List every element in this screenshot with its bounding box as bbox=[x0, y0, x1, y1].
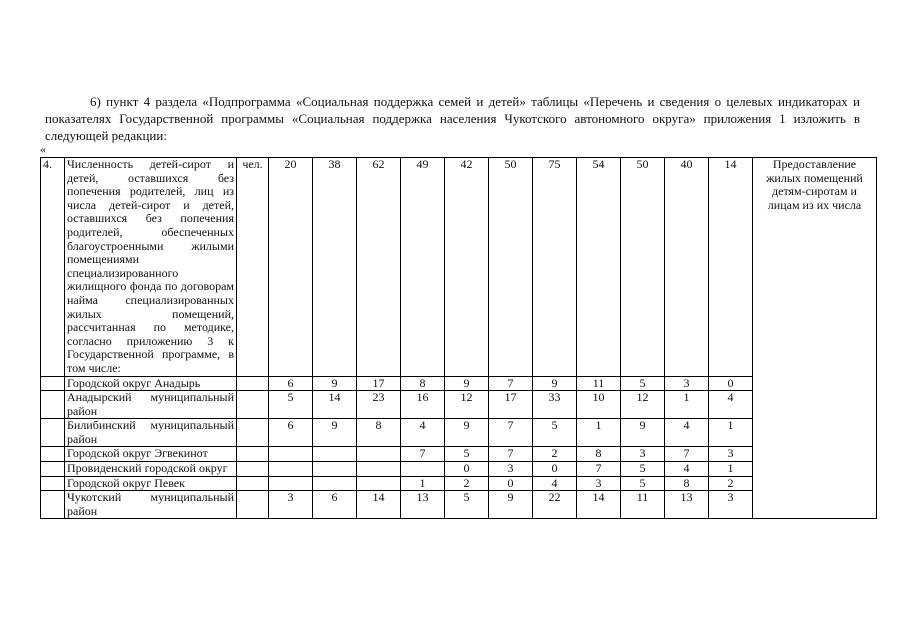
value-cell: 2 bbox=[445, 476, 489, 491]
intro-paragraph: 6) пункт 4 раздела «Подпрограмма «Социальная поддержка семей и детей» таблицы «Перечень и сведения о целевых индикаторах и показателях Государственной программы «Социальная поддержка населения Чукотского автономного округа» приложения 1 изложить в следующей редакции: bbox=[45, 94, 860, 143]
value-cell: 5 bbox=[445, 447, 489, 462]
value-cell: 6 bbox=[269, 376, 313, 391]
value-cell: 38 bbox=[313, 158, 357, 377]
value-cell bbox=[269, 462, 313, 477]
value-cell: 0 bbox=[489, 476, 533, 491]
value-cell: 42 bbox=[445, 158, 489, 377]
value-cell: 1 bbox=[709, 462, 753, 477]
value-cell: 3 bbox=[489, 462, 533, 477]
value-cell bbox=[357, 476, 401, 491]
value-cell: 7 bbox=[665, 447, 709, 462]
value-cell: 9 bbox=[313, 419, 357, 447]
value-cell: 50 bbox=[621, 158, 665, 377]
unit-cell: чел. bbox=[237, 158, 269, 377]
value-cell: 5 bbox=[621, 462, 665, 477]
value-cell: 8 bbox=[577, 447, 621, 462]
value-cell: 22 bbox=[533, 491, 577, 519]
value-cell: 6 bbox=[313, 491, 357, 519]
value-cell: 9 bbox=[445, 419, 489, 447]
value-cell: 0 bbox=[709, 376, 753, 391]
value-cell: 8 bbox=[665, 476, 709, 491]
value-cell: 16 bbox=[401, 391, 445, 419]
value-cell: 7 bbox=[577, 462, 621, 477]
value-cell: 5 bbox=[533, 419, 577, 447]
value-cell bbox=[357, 462, 401, 477]
indicators-table bbox=[40, 157, 877, 519]
value-cell: 7 bbox=[489, 419, 533, 447]
unit-empty bbox=[237, 462, 269, 477]
value-cell: 3 bbox=[269, 491, 313, 519]
value-cell: 1 bbox=[665, 391, 709, 419]
unit-empty bbox=[237, 491, 269, 519]
district-name: Билибинский муниципальный район bbox=[65, 419, 237, 447]
table-row bbox=[41, 491, 877, 519]
value-cell: 8 bbox=[401, 376, 445, 391]
row-index-empty bbox=[41, 447, 65, 462]
district-name: Городской округ Эгвекинот bbox=[65, 447, 237, 462]
value-cell: 2 bbox=[533, 447, 577, 462]
value-cell bbox=[313, 462, 357, 477]
value-cell: 9 bbox=[621, 419, 665, 447]
value-cell bbox=[313, 447, 357, 462]
table-row bbox=[41, 447, 877, 462]
value-cell: 4 bbox=[533, 476, 577, 491]
value-cell: 6 bbox=[269, 419, 313, 447]
district-name: Анадырский муниципальный район bbox=[65, 391, 237, 419]
table-row bbox=[41, 419, 877, 447]
value-cell: 5 bbox=[621, 376, 665, 391]
value-cell: 5 bbox=[269, 391, 313, 419]
value-cell: 49 bbox=[401, 158, 445, 377]
value-cell: 11 bbox=[621, 491, 665, 519]
value-cell: 14 bbox=[313, 391, 357, 419]
value-cell: 23 bbox=[357, 391, 401, 419]
value-cell: 1 bbox=[401, 476, 445, 491]
value-cell: 4 bbox=[665, 462, 709, 477]
row-index: 4. bbox=[41, 158, 65, 377]
value-cell bbox=[269, 476, 313, 491]
value-cell: 9 bbox=[489, 491, 533, 519]
value-cell: 12 bbox=[621, 391, 665, 419]
value-cell: 8 bbox=[357, 419, 401, 447]
row-index-empty bbox=[41, 419, 65, 447]
measure-note: Предоставление жилых помещений детям-сиротам и лицам из их числа bbox=[753, 158, 877, 519]
value-cell: 7 bbox=[401, 447, 445, 462]
value-cell: 12 bbox=[445, 391, 489, 419]
value-cell: 5 bbox=[621, 476, 665, 491]
value-cell: 10 bbox=[577, 391, 621, 419]
value-cell: 17 bbox=[357, 376, 401, 391]
unit-empty bbox=[237, 391, 269, 419]
row-index-empty bbox=[41, 491, 65, 519]
district-name: Городской округ Певек bbox=[65, 476, 237, 491]
value-cell: 40 bbox=[665, 158, 709, 377]
indicator-name: Численность детей-сирот и детей, оставшихся без попечения родителей, лиц из числа детей-сирот и детей, оставшихся без попечения родителей, обеспеченных благоустроенными жилыми помещениями специализированного жилищного фонда по договорам найма специализированных жилых помещений, рассчитанная по методике, согласно приложению 3 к Государственной программе, в том числе: bbox=[65, 158, 237, 377]
value-cell: 9 bbox=[313, 376, 357, 391]
value-cell: 1 bbox=[577, 419, 621, 447]
value-cell: 5 bbox=[445, 491, 489, 519]
value-cell: 3 bbox=[621, 447, 665, 462]
value-cell: 62 bbox=[357, 158, 401, 377]
table-row bbox=[41, 462, 877, 477]
district-name: Чукотский муниципальный район bbox=[65, 491, 237, 519]
value-cell: 14 bbox=[709, 158, 753, 377]
value-cell: 4 bbox=[665, 419, 709, 447]
value-cell: 50 bbox=[489, 158, 533, 377]
value-cell: 14 bbox=[357, 491, 401, 519]
value-cell bbox=[269, 447, 313, 462]
table-row bbox=[41, 391, 877, 419]
value-cell: 13 bbox=[401, 491, 445, 519]
table-row bbox=[41, 376, 877, 391]
value-cell: 33 bbox=[533, 391, 577, 419]
district-name: Городской округ Анадырь bbox=[65, 376, 237, 391]
value-cell bbox=[357, 447, 401, 462]
value-cell: 13 bbox=[665, 491, 709, 519]
value-cell: 54 bbox=[577, 158, 621, 377]
value-cell: 14 bbox=[577, 491, 621, 519]
row-index-empty bbox=[41, 376, 65, 391]
unit-empty bbox=[237, 447, 269, 462]
value-cell: 3 bbox=[709, 447, 753, 462]
value-cell: 0 bbox=[445, 462, 489, 477]
value-cell: 2 bbox=[709, 476, 753, 491]
row-index-empty bbox=[41, 476, 65, 491]
unit-empty bbox=[237, 376, 269, 391]
value-cell: 4 bbox=[401, 419, 445, 447]
value-cell: 11 bbox=[577, 376, 621, 391]
value-cell: 4 bbox=[709, 391, 753, 419]
value-cell: 3 bbox=[665, 376, 709, 391]
value-cell: 0 bbox=[533, 462, 577, 477]
value-cell: 17 bbox=[489, 391, 533, 419]
table-row-main bbox=[41, 158, 877, 377]
unit-empty bbox=[237, 419, 269, 447]
value-cell: 7 bbox=[489, 447, 533, 462]
table-row bbox=[41, 476, 877, 491]
value-cell: 75 bbox=[533, 158, 577, 377]
opening-quote-mark: « bbox=[40, 142, 46, 156]
value-cell: 1 bbox=[709, 419, 753, 447]
value-cell bbox=[313, 476, 357, 491]
value-cell: 3 bbox=[709, 491, 753, 519]
row-index-empty bbox=[41, 462, 65, 477]
value-cell: 7 bbox=[489, 376, 533, 391]
value-cell: 3 bbox=[577, 476, 621, 491]
unit-empty bbox=[237, 476, 269, 491]
value-cell: 20 bbox=[269, 158, 313, 377]
district-name: Провиденский городской округ bbox=[65, 462, 237, 477]
value-cell: 9 bbox=[533, 376, 577, 391]
value-cell bbox=[401, 462, 445, 477]
row-index-empty bbox=[41, 391, 65, 419]
value-cell: 9 bbox=[445, 376, 489, 391]
